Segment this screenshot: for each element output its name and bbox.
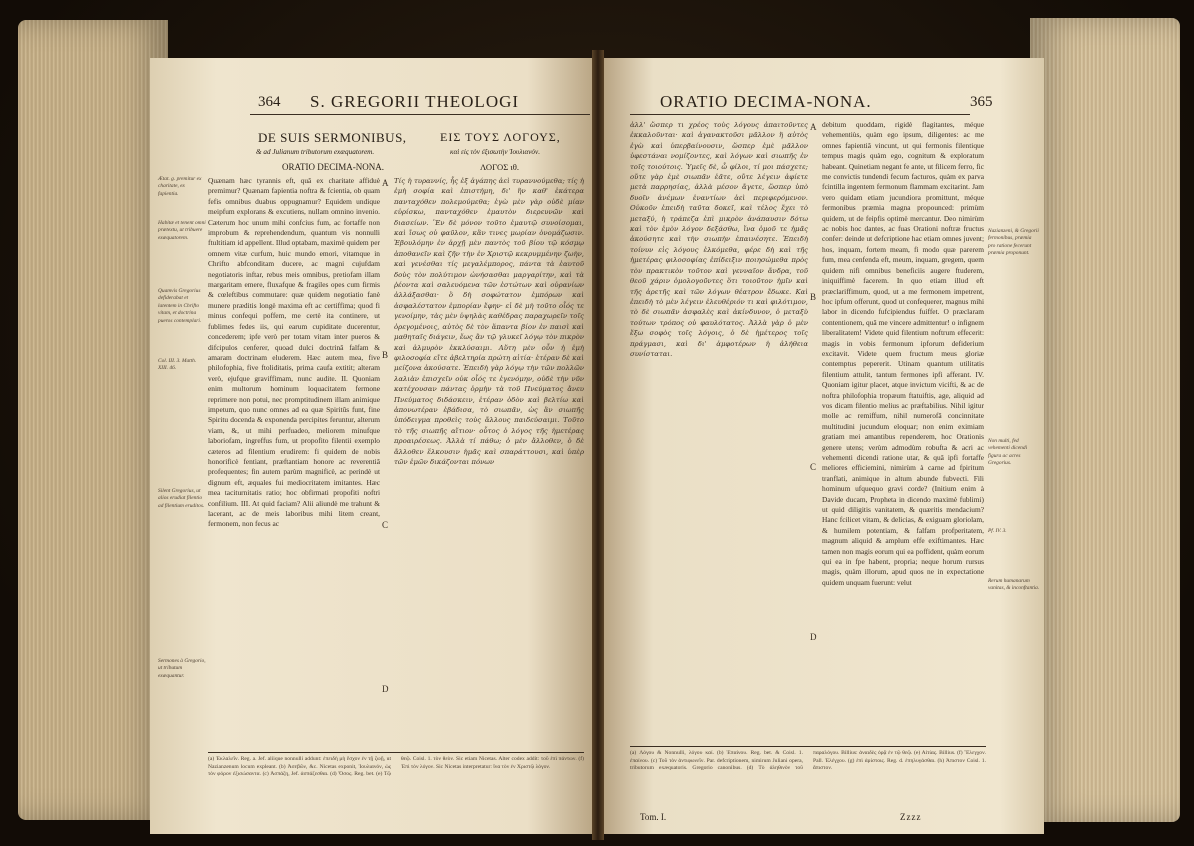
- right-page-edges: [1030, 18, 1180, 822]
- greek-column: [630, 120, 808, 740]
- margin-note: Col. III. 3. Matth. XIII. 46.: [158, 358, 197, 372]
- latin-column: [822, 120, 984, 740]
- section-letter: C: [810, 462, 817, 472]
- greek-column: [394, 176, 584, 746]
- left-running-head: S. GREGORII THEOLOGI: [310, 92, 520, 111]
- right-page-number: 365: [970, 94, 993, 110]
- section-letter: B: [382, 350, 389, 360]
- notes-rule: [208, 752, 584, 753]
- latin-body: debitum quoddam, rigidè flagitantes, méque vehementiùs, quàm ego ipsum, diligentes: ac me omnes fapientiâ vincunt, ut qui fermonis filentique tempus magis quàm ego, cognitum & exploratum habeant. Quinetiam negant fe ante, ut filicem ferro, fic me convictis tundendi fecum facturos, quàm ex parva fcintilla ingentem fermonum flammam excitarint. Jam vero quidam etiam jucundiora promittunt, méque fermonibus præmia magna propounced: primùm quidem, ut de feipfis optimè mercantur. Deo nimirùm ac nobis hoc dantes, ac fuas Orationi noftræ fructus confer: deinde ut defcriptione hac etiam omnes juvent; hos, inquam, fortem meam, fi modo quæ parerem fum, mea cenfenda eft, meum, inquam, gregem, quem quidem nifi omnibus beneficiis augere ftuderem, iniquiffimè facerem. In quo etiam illud eft præclariffimum, quod, ut a me fermonem impetrent, hoc ipfum offerunt, quod ut confequerer, magnus mihi labor in dicendo fufcipiendus fuiffet. O præclaram contentionem, quâ me vincere admittentur! o infignem liberalitatem! Videte quid filentium noftrum effecerit: magis in vobis fermonum ipforum defiderium excitavit. Videte quem fructum meus gloriæ contemptus pepererit. Utinam quantum utilitatis filentium attulit, tantum fermones ipfi afferant. IV. Quoniam igitur placet, atque invictum vicifti, & ac de noftra philofophia tropæum ftatuiftis, age, aliquid ad vos dicam filentio melius ac præftabilius. Nihil igitur molle ac remiffum, nihil numerofâ concinnitate multitudini jucundum eloquar; non enim eximiam gratiam mei amantibus rependerem, hoc Orationis genere utens; verùm admodùm robufta & acri ac vehementi dicendi ratione utar, & quâ ipfi fortaffe meliores efficiemini, nimirùm à carne ad fpiritum tranflati, animique in altum abunde fubvecti. Fili hominum ufquequo gravi corde? (Initium enim à Davide ducam, Propheta in dicendo maximè fublimi) ut quid diligitis vanitatem, & quæritis mendacium? Hanc fcilicet vitam, & delicias, & exiguam gloriolam, & humilem potentiam, & falfam profperitatem, magnum aliquid & amplum effe exiftimantes. Hæc tamen non magis eorum qui ea poffident, quàm eorum qui ea in fpe habent, propria; neque horum rursus magis, quàm illorum, apud quos ne in expectatione quidem unquam fuerunt: velut: [822, 120, 984, 587]
- right-footnotes: [630, 750, 986, 808]
- left-page-number: 364: [258, 94, 281, 110]
- greek-subtitle: καὶ εἰς τὸν ἐξισωτὴν Ἰουλιανόν.: [450, 148, 541, 156]
- book-gutter: [592, 50, 604, 840]
- margin-note: Nazianzeni, & Gregorii fermonibus, præmia pro ratione fecerunt præmia proponunt.: [988, 228, 1039, 257]
- greek-title: ΕΙΣ ΤΟΥΣ ΛΟΓΟΥΣ,: [440, 130, 561, 144]
- volume-mark: Tom. I.: [640, 812, 667, 822]
- section-letter: A: [810, 122, 817, 132]
- signature-mark: Zzzz: [900, 812, 922, 822]
- greek-oratio-heading: ΛΟΓΟΣ ιθ.: [480, 162, 519, 172]
- margin-note: Non multi, fed vehementi dicendi figura ac acres Gregorius.: [988, 438, 1028, 467]
- left-footnotes-text: (a) Ἐκλαλεῖν. Reg. a. Jef. aliique nonnulli addunt: ἐπειδὴ μὴ ἔσχον ἐν τῇ ζωῇ, ut Nazianzenum locum expleant. (b) Ἀσεβῶν, &c. Nicetas exponit, Ἰουλιανόν, ὡς τὸν φόρον ἐξισώσαντα. (c) Ἀσπάζη, Jef. ἀσπάζεσθαι. (d) Ὅσος. Reg. bet. (e) Τῷ θεῷ. Coisl. 1. τὸν θεὸν. Sic etiam Nicetas. Alter codex addit: τοῦ ἐπὶ πάντων. (f) Ἐπὶ τὸν λόγον. Sic Nicetas interpretatur: ἵνα τὸν ἐν Χριστῷ λόγον.: [208, 756, 584, 778]
- section-letter: C: [382, 520, 389, 530]
- margin-note: Quamvis Gregorius defiderabat et latentem in Chrifto vitam, et doctrina pueros contemplari.: [158, 288, 202, 324]
- margin-note: Rerum humanarum vanitas, & inconftantia.: [988, 578, 1040, 592]
- latin-title: DE SUIS SERMONIBUS,: [258, 130, 407, 145]
- right-running-head: ORATIO DECIMA-NONA.: [660, 92, 872, 111]
- greek-body: Τίς ἡ τυραννίς, ἧς ἐξ ἀγάπης ἀεὶ τυραννούμεθα; τίς ἡ ἐμὴ σοφία καὶ ἐπιστήμη, δι' ἣν καθ' ἑκάτερα πανταχόθεν πολεμούμεθα; ἐγὼ μὲν γὰρ οὐδὲ μίαν εὑρίσκω, πανταχόθεν ἐμαυτὸν διερευνῶν καὶ διασείων. Ἓν δὲ μόνον τοῦτο ἐμαυτῷ συνοίσομαι, καὶ ἴσως οὐ φαῦλον, κἂν τινες μωρίαν ὀνομάζωσιν. Ἐβουλόμην ἐν ἀρχῇ μὲν παντὸς τοῦ βίου τῷ κόσμῳ ἀποθανεῖν καὶ ζῆν τὴν ἐν Χριστῷ κεκρυμμένην ζωὴν, καὶ γενέσθαι τίς μεγαλέμπορος, πάντα τὰ ἑαυτοῦ δοὺς τὸν πολύτιμον ὠνήσασθαι μαργαρίτην, καὶ τὰ ῥέοντα καὶ σαλευόμενα τῶν ἑστώτων καὶ οὐρανίων ἀλλάξασθαι· ὃ δὴ σοφώτατον ἐμπόρων καὶ ἀσφαλέστατον ἐμπορίαν ἔφην· εἰ δὲ μὴ τοῦτο οἷός τε γενοίμην, τὰς μὲν ὑψηλὰς καθέδρας παραχωρεῖν τοῖς ὀρεγομένοις, αὐτὸς δὲ τὸν ἅπαντα βίον ἐν παισὶ καὶ μαθηταῖς διάγειν, ἕως ἂν τῷ γλυκεῖ λόγῳ τὸν πικρὸν καὶ ἁλμυρὸν ἐκκλύσαιμι. Αὕτη μὲν οὖν ἡ ἐμὴ φιλοσοφία εἴτε ἀβελτηρία πρώτη αἰτία· ἑτέραν δὲ καὶ μείζονα ἀκούσατε. Ἐπειδὴ γὰρ λόγῳ τὴν τῶν πολλῶν λαλιὰν ἐπισχεῖν οὐκ οἷός τε ἐγενόμην, οὐδὲ τὴν νῦν κατέχουσαν πάντας ὁρμὴν τὰ τοῦ Πνεύματος ἄνευ Πνεύματος διδάσκειν, ἑτέραν ὁδὸν καὶ βελτίω καὶ ἀπονωτέραν ἐβάδισα, τὸ σιωπᾶν, ὡς ἂν σιωπῆς ὑπόδειγμα προθεὶς τοὺς ἄλλους παιδεύσαιμι. Τοῦτο τὸ τῆς σιωπῆς αἴτιον· οὗτος ὁ λόγος τῆς ἡμετέρας προαιρέσεως. Ἀλλὰ τί πάθω; ὁ μὲν ἄλλοθεν, ὁ δὲ ἄλλοθεν ἕλκουσιν ἡμᾶς καὶ σπαράττουσι, καὶ ὑπὲρ τῶν ἐμῶν δικάζονται πόνων: [394, 177, 584, 466]
- margin-note: Pf. IV. 3.: [988, 528, 1007, 534]
- right-head-rule: [630, 114, 970, 115]
- greek-body: ἀλλ' ὥσπερ τι χρέος τοὺς λόγους ἀπαιτοῦντες ἐκκαλοῦνται· καὶ ἀγανακτοῦσι μᾶλλον ἢ αὐτὸς ἐγὼ καὶ ὑπερβαίνουσιν, ὥσπερ ἐμὲ μᾶλλον ὑφεστάναι νομίζοντες, καὶ λόγων καὶ σιωπῆς ἐν τοῖς τοιούτοις. Ὑμεῖς δὲ, ὦ φίλοι, τί μοι πάσχετε; οὔτε γὰρ ἐμὲ σιωπᾶν ἐᾶτε, οὔτε λέγειν ἀφίετε μετὰ παρρησίας, ἀλλὰ μέσον ἄγετε, ὥσπερ ὑπὸ δυοῖν ἀνέμων ἐναντίων ἀεὶ περιφερόμενον. Οὐκοῦν ἐπειδὴ ταῦτα δοκεῖ, καὶ τέλος ἔχει τὸ μεταξύ, ἡ τράπεζα ἐπὶ μικρὸν ἀνάπαυσιν δότω καὶ τὸν ἐμὸν λόγον δεξάσθω, ἵνα ὁμοῦ τε ἡμᾶς ἀκούσητε καὶ τὴν σιωπὴν ἐπαινέσητε. Ἐπειδὴ τοίνυν εἰς λόγους ἑλκόμεθα, φέρε δὴ καὶ τῆς ἡμετέρας φιλοσοφίας ἐπίδειξιν ποιησώμεθα πρὸς τὸν πρακτικὸν τοῦτον καὶ γενναῖον ἄνδρα, τοῦ θεοῦ χάριν ὁμολογοῦντες ὅτι τοιοῦτον ἡμῖν καὶ τῆς ἀρετῆς καὶ τῶν λόγων θέατρον ἔδωκε. Καὶ ἐπειδὴ τὸ μὲν λέγειν ἐλευθέριόν τι καὶ φιλότιμον, τὸ δὲ σιωπᾶν ἀσφαλὲς καὶ ἀκίνδυνον, ὁ μεταξὺ τούτων τρόπος οὐ φαυλότατος. Ἀλλὰ γὰρ ὁ μὲν ἔξω σοφὸς τοῖς λόγοις, ὁ δὲ ἡμέτερος τοῖς πράγμασι, καὶ δι' ἀμφοτέρων ἡ ἀλήθεια συνίσταται.: [630, 121, 808, 358]
- left-head-rule: [250, 114, 590, 115]
- left-footnotes: [208, 756, 584, 828]
- section-letter: A: [382, 178, 389, 188]
- latin-oratio-heading: ORATIO DECIMA-NONA.: [282, 162, 384, 172]
- margin-note: Habitæ et tenent omni prætextu, ut tribuere exæquatorem.: [158, 220, 206, 241]
- left-page: [150, 58, 594, 834]
- right-footnotes-text: (a) Λόγου & Nonnulli, λόγου καί. (b) Ἐπαίνου. Reg. bet. & Coisl. 1. ἐπαίνου. (c) Τοῦ τὸν ἀντιφωνεῖν. Par. defcriptionem, nimirum Juliani opera, tributorum exæquatoris. Gregorio canonibus. (d) Τὸ ἀληθινὸν τοῦ παραλόγου. Billius: ἀναιδὲς ὁρᾷ ἐν τῷ θεῷ. (e) Αἰτίας. Billius. (f) Ἔλεγχον. Pall. Ἐλέγχου. (g) ἐπὶ ἀρίστοις. Reg. d. ἐπηλυγάσθαι. (h) Ἀπιστον Coisl. 1. ἄπιστον.: [630, 750, 986, 772]
- margin-note: Sermones à Gregorio, ut tributum exæquantur.: [158, 658, 206, 679]
- section-letter: D: [382, 684, 389, 694]
- latin-subtitle: & ad Julianum tributorum exæquatorem.: [256, 148, 375, 156]
- latin-body: Quænam hæc tyrannis eft, quâ ex charitate affiduè premimur? Quænam fapientia noftra & fcientia, ob quam fefis omnibus duabus oppugnamur? Equidem undique meipfum explorans & excutiens, nullam omnino invenio. Cæterum hoc unum mihi confcius fum, ac fortaffe non improbum & reprehendendum, quantum vis nonnulli ftultitiam id appellent. Illud optabam, maximè quidem per omnem vitæ curfum, huic mundo emori, vitamque in Chrifto abfconditam ducere, ac magni cujufdam negotiatoris inftar, rebus meis omnibus, pretiofam illam margaritam emere, fluxafque & fragiles opes cum firmis & cœleftibus commutare: quæ quidem negotiatio fanè munere præditis longè maxima eft ac certiffima; quod fi minus confequi poffem, me certè ita continere, ut fublimes fedes iis, qui earum cupiditate ducerentur, concederem; ipfe verò per totam vitam inter pueros & difcipulos cenferer, quoad dulci doctrinâ falfam & amaram doctrinam eluderem. Hæc autem mea, five philofophia, five ftoliditatis, prima caufa extitit; alteram verò, ejufque graviffimam, nunc audite. II. Quoniam enim multorum hominum loquacitatem fermone reprimere non potui, nec promptitudinem illam animique impetum, quo nunc omnes ad ea quæ Spiritûs funt, fine Spiritu docenda & exponenda percipites feruntur, alterum viam, &, ut mihi perfuadeo, meliorem minufque laboriofam, ingreffus fum, ut propofito filentii exemplo cæteros ad filentium erudirem: fi quidem de nobis honorificè fentiant, præftantiam honore ac reverentiâ profequentes; fin autem parùm magnificè, ac perindè ut dignum eft, æquales fui mediocritatem imitantes. Hæc mea taciturnitatis ratio; hoc obfirmati propofiti noftri confilium. III. At quid faciam? Alii aliundè me trahunt & lacerant, ac de meis laboribus mihi litem creant, fermonem, non fecus ac: [208, 176, 380, 529]
- latin-column: [208, 176, 380, 746]
- section-letter: D: [810, 632, 817, 642]
- margin-note: Silent Gregorius, ut alios erudiat filentio ad filentium eruditos.: [158, 488, 205, 509]
- left-page-edges: [18, 20, 168, 820]
- right-page: [600, 58, 1044, 834]
- section-letter: B: [810, 292, 817, 302]
- margin-note: Ætat. g. premitur ex charitate, ex fapientia.: [158, 176, 202, 197]
- notes-rule: [630, 746, 986, 747]
